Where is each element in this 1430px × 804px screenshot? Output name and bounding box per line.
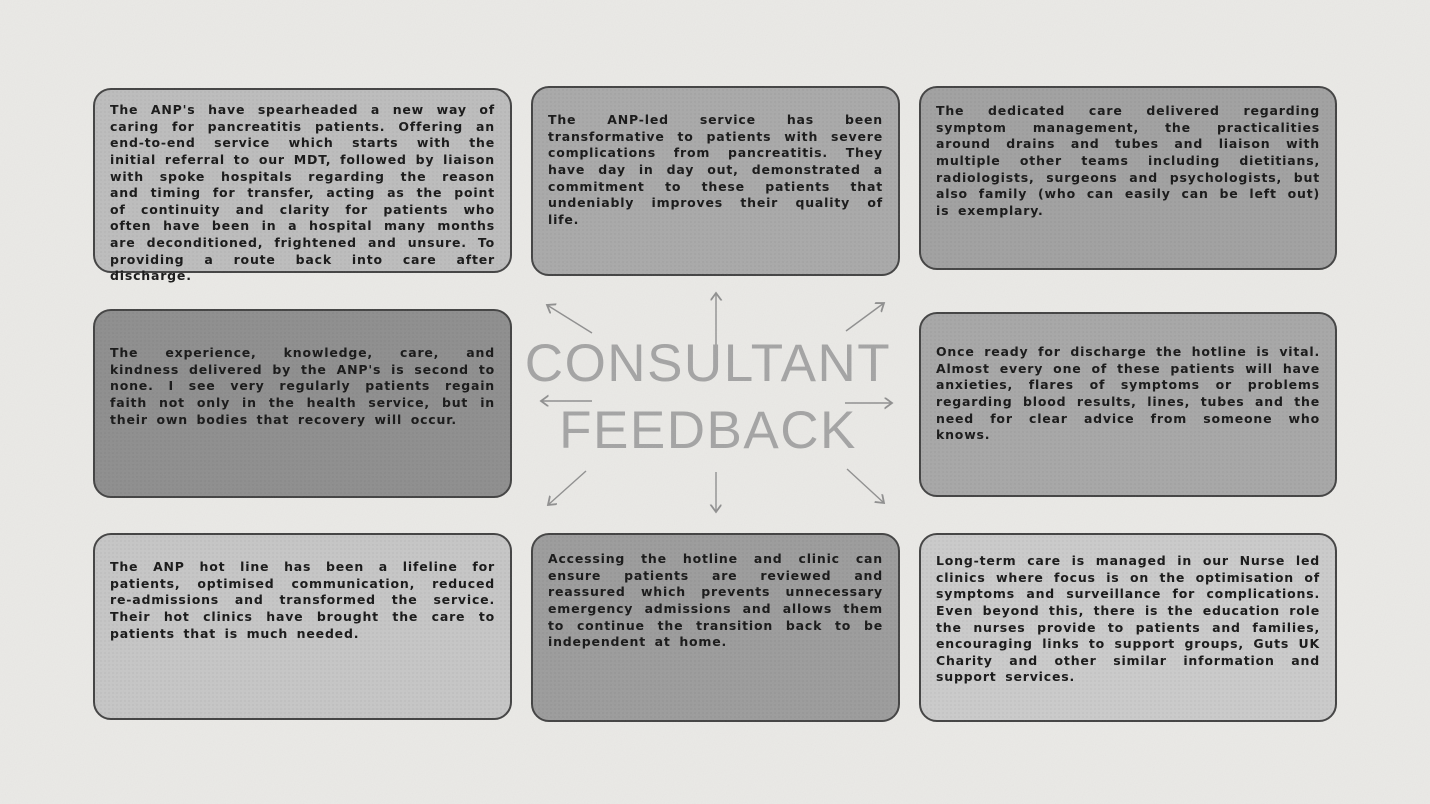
feedback-box-middle-right [919, 312, 1337, 497]
feedback-text: Accessing the hotline and clinic can ensure patients are reviewed and reassured which prevents unnecessary emergency admissions and allows them to continue the transition back to be independent at home. [548, 551, 883, 650]
feedback-box-top-left [93, 88, 512, 284]
feedback-text: The ANP hot line has been a lifeline for patients, optimised communication, reduced re-admissions and transformed the service. Their hot clinics have brought the care to patients that is much needed. [110, 559, 495, 641]
feedback-box-bottom-center [531, 533, 900, 722]
feedback-box-top-center [531, 86, 900, 276]
feedback-text: Once ready for discharge the hotline is vital. Almost every one of these patients will have anxieties, flares of symptoms or problems regarding blood results, lines, tubes and the need for clear advice from someone who knows. [936, 344, 1320, 443]
title-line-2: FEEDBACK [559, 400, 857, 460]
feedback-text: The experience, knowledge, care, and kindness delivered by the ANP's is second to none. I see very regularly patients regain faith not only in the health service, but in their own bodies that recovery will occur. [110, 345, 495, 427]
feedback-box-top-right [919, 86, 1337, 270]
feedback-box-bottom-right [919, 533, 1337, 722]
feedback-text: The dedicated care delivered regarding symptom management, the practicalities around drains and tubes and liaison with multiple other teams including dietitians, radiologists, surgeons and psychologists, but also family (who can easily can be left out) is exemplary. [936, 103, 1320, 218]
feedback-text: The ANP's have spearheaded a new way of caring for pancreatitis patients. Offering an end-to-end service which starts with the initial referral to our MDT, followed by liaison with spoke hospitals regarding the reason and timing for transfer, acting as the point of continuity and clarity for patients who often have been in a hospital many months are deconditioned, frightened and unsure. To providing a route back into care after discharge. [110, 102, 495, 284]
page-title [468, 331, 948, 465]
feedback-box-bottom-left [93, 533, 512, 720]
arrow-up-right [846, 303, 884, 331]
title-line-1: CONSULTANT [524, 334, 892, 393]
arrow-down-right [847, 469, 884, 503]
arrow-up-left [547, 305, 592, 333]
feedback-box-middle-left [93, 309, 512, 498]
feedback-text: Long-term care is managed in our Nurse led clinics where focus is on the optimisation of symptoms and surveillance for complications. Even beyond this, there is the education role the nurses provide to patients and families, encouraging links to support groups, Guts UK Charity and other similar information and support services. [936, 553, 1320, 685]
arrow-down-left [548, 471, 586, 505]
feedback-text: The ANP-led service has been transformative to patients with severe complications from pancreatitis. They have day in day out, demonstrated a commitment to these patients that undeniably improves their quality of life. [548, 112, 883, 227]
